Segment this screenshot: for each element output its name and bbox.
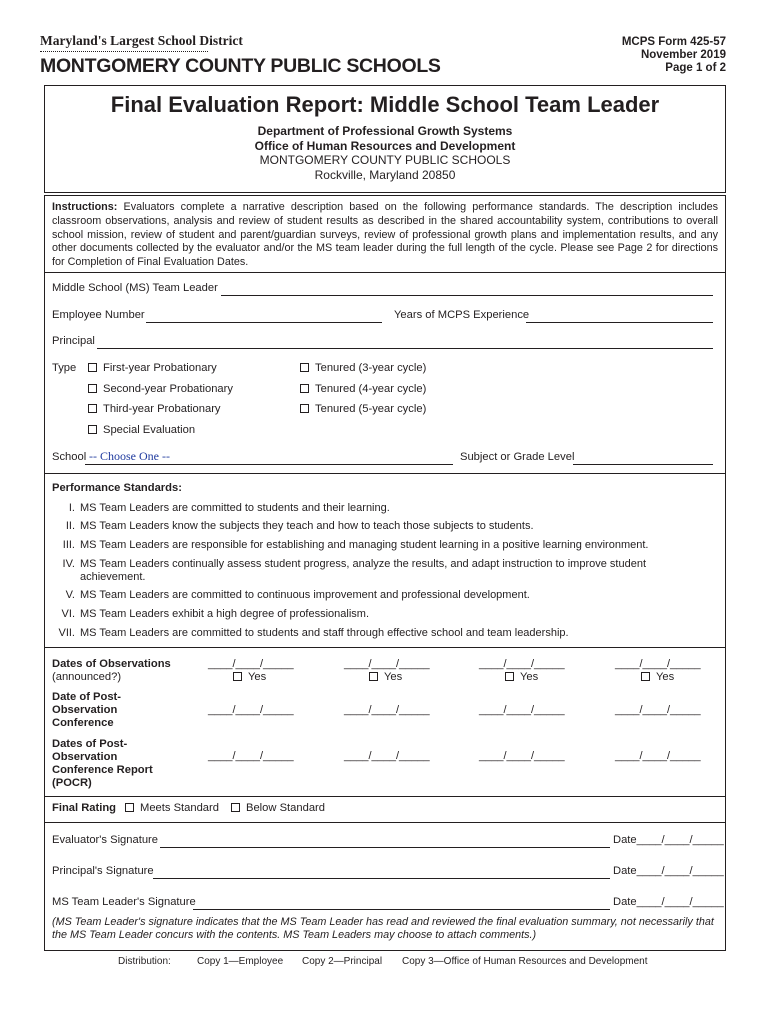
standard-item <box>45 571 145 583</box>
district-tagline: Maryland's Largest School District <box>40 33 243 48</box>
final-rating-label: Final Rating <box>52 802 117 814</box>
standard-text: achievement. <box>80 571 146 583</box>
instructions-text: Evaluators complete a narrative description based on the following performance standards. The description includes classroom observations, analysis and review of student results as described in the shared accountability system, contributions to overall school mission, review of student and parent/guardian surveys, review of professional growth plans and implementation results, and any other documents collected by the evaluator and/or the MS team leader during the full length of the cycle. Please see Page 2 for directions for Completion of Final Evaluation Dates. <box>52 201 718 269</box>
page-title: Final Evaluation Report: Middle School Team Leader <box>110 92 660 117</box>
title-box <box>44 85 726 193</box>
checkbox[interactable] <box>300 384 309 393</box>
yes-label: Yes <box>384 671 403 683</box>
distribution-copy-2: Copy 2—Principal <box>302 956 383 967</box>
standard-number: I. <box>68 502 75 514</box>
department-name: Department of Professional Growth Systems <box>257 124 513 138</box>
checkbox[interactable] <box>505 672 514 681</box>
yes-label: Yes <box>248 671 267 683</box>
standard-item <box>45 627 569 639</box>
district-name: MONTGOMERY COUNTY PUBLIC SCHOOLS <box>40 55 441 77</box>
tagline-divider <box>40 51 208 52</box>
checkbox[interactable] <box>641 672 650 681</box>
evaluator-signature-field[interactable] <box>160 847 610 848</box>
rating-option-label: Below Standard <box>246 802 325 814</box>
type-option-third-year[interactable] <box>88 403 221 415</box>
pocr-date-4[interactable]: ____/____/_____ <box>615 750 701 762</box>
school-select[interactable]: -- Choose One -- <box>89 449 170 463</box>
divider <box>45 822 725 823</box>
pocr-date-3[interactable]: ____/____/_____ <box>479 750 565 762</box>
type-option-label: Tenured (4-year cycle) <box>315 383 427 395</box>
subject-grade-field[interactable] <box>573 464 713 465</box>
standard-text: MS Team Leaders know the subjects they teach and how to teach those subjects to students. <box>80 520 534 532</box>
type-option-label: Tenured (3-year cycle) <box>315 362 427 374</box>
instructions <box>52 201 718 270</box>
years-experience-label: Years of MCPS Experience <box>394 309 530 321</box>
standard-item <box>45 539 648 551</box>
announced-yes-3[interactable] <box>505 671 538 683</box>
observation-dates-label: Dates of Observations <box>52 658 171 670</box>
form-date: November 2019 <box>640 49 726 61</box>
checkbox[interactable] <box>369 672 378 681</box>
post-observation-label-line3: Conference <box>52 717 114 729</box>
checkbox[interactable] <box>125 803 134 812</box>
school-label: School <box>52 451 87 463</box>
standard-item <box>45 608 369 620</box>
team-leader-signature-field[interactable] <box>193 909 610 910</box>
standard-number: III. <box>62 539 75 551</box>
checkbox[interactable] <box>233 672 242 681</box>
announced-yes-1[interactable] <box>233 671 266 683</box>
observation-date-1[interactable]: ____/____/_____ <box>208 658 294 670</box>
post-conference-date-1[interactable]: ____/____/_____ <box>208 704 294 716</box>
type-option-tenured-5[interactable] <box>300 403 426 415</box>
evaluation-form <box>44 195 726 951</box>
standard-item <box>45 558 646 570</box>
standard-item <box>45 520 534 532</box>
standards-heading: Performance Standards: <box>52 482 182 494</box>
checkbox[interactable] <box>88 425 97 434</box>
standard-text: MS Team Leaders are committed to students and staff through effective school and team leadership. <box>80 627 569 639</box>
principal-signature-label: Principal's Signature <box>52 865 154 877</box>
standard-item <box>45 502 390 514</box>
checkbox[interactable] <box>88 384 97 393</box>
post-observation-label-line2: Observation <box>52 704 118 716</box>
pocr-date-2[interactable]: ____/____/_____ <box>344 750 430 762</box>
divider <box>45 473 725 474</box>
standard-text: MS Team Leaders are committed to continuous improvement and professional development. <box>80 589 530 601</box>
instructions-label: Instructions: <box>52 201 118 213</box>
type-label: Type <box>52 362 77 374</box>
checkbox[interactable] <box>300 363 309 372</box>
standard-item <box>45 589 530 601</box>
office-name: Office of Human Resources and Development <box>254 138 516 153</box>
post-conference-date-4[interactable]: ____/____/_____ <box>615 704 701 716</box>
distribution-label: Distribution: <box>118 956 171 967</box>
divider <box>45 272 725 273</box>
standard-text: MS Team Leaders exhibit a high degree of professionalism. <box>80 608 370 620</box>
standard-number: V. <box>65 589 75 601</box>
signature-note: (MS Team Leader's signature indicates that the MS Team Leader has read and reviewed the final evaluation summary, not necessarily that the MS Team Leader concurs with the contents. MS Team Leaders may choose to attach comments.) <box>52 916 714 941</box>
type-option-label: Second-year Probationary <box>103 383 233 395</box>
standard-number: IV. <box>62 558 75 570</box>
rating-below-standard[interactable] <box>231 802 325 814</box>
employee-number-field[interactable] <box>146 322 382 323</box>
form-number: MCPS Form 425-57 <box>621 36 726 48</box>
yes-label: Yes <box>656 671 675 683</box>
standard-text: MS Team Leaders are committed to students and their learning. <box>80 502 390 514</box>
team-leader-field[interactable] <box>221 295 713 296</box>
announced-yes-2[interactable] <box>369 671 402 683</box>
standard-text: MS Team Leaders continually assess student progress, analyze the results, and adapt instruction to improve student <box>80 558 646 570</box>
principal-label: Principal <box>52 335 95 347</box>
observation-date-2[interactable]: ____/____/_____ <box>344 658 430 670</box>
team-leader-date-field[interactable]: Date____/____/_____ <box>613 896 724 908</box>
type-option-label: First-year Probationary <box>103 362 217 374</box>
type-option-first-year[interactable] <box>88 362 217 374</box>
distribution-copy-1: Copy 1—Employee <box>197 956 284 967</box>
principal-signature-field[interactable] <box>153 878 610 879</box>
standard-number: II. <box>65 520 75 532</box>
type-option-label: Tenured (5-year cycle) <box>315 403 427 415</box>
post-observation-label-line1: Date of Post- <box>52 691 121 703</box>
page-number: Page 1 of 2 <box>665 62 726 74</box>
observation-announced-label: (announced?) <box>52 671 122 683</box>
years-experience-field[interactable] <box>526 322 713 323</box>
standard-text: MS Team Leaders are responsible for establishing and managing student learning in a positive learning environment. <box>80 539 649 551</box>
checkbox[interactable] <box>231 803 240 812</box>
observation-date-3[interactable]: ____/____/_____ <box>479 658 565 670</box>
standard-number: VI. <box>61 608 75 620</box>
divider <box>45 796 725 797</box>
organization-name: MONTGOMERY COUNTY PUBLIC SCHOOLS <box>259 153 511 167</box>
evaluator-date-field[interactable]: Date____/____/_____ <box>613 834 724 846</box>
divider <box>45 647 725 648</box>
pocr-label-line3: Conference Report <box>52 764 153 776</box>
school-field[interactable] <box>85 464 453 465</box>
checkbox[interactable] <box>88 363 97 372</box>
employee-number-label: Employee Number <box>52 309 145 321</box>
type-option-label: Third-year Probationary <box>103 403 221 415</box>
observation-date-4[interactable]: ____/____/_____ <box>615 658 701 670</box>
type-option-tenured-4[interactable] <box>300 383 426 395</box>
form-identifier <box>622 36 726 75</box>
evaluator-signature-label: Evaluator's Signature <box>52 834 158 846</box>
standard-number: VII. <box>58 627 75 639</box>
team-leader-label: Middle School (MS) Team Leader <box>52 282 218 294</box>
announced-yes-4[interactable] <box>641 671 674 683</box>
post-conference-date-3[interactable]: ____/____/_____ <box>479 704 565 716</box>
principal-date-field[interactable]: Date____/____/_____ <box>613 865 724 877</box>
distribution-copy-3: Copy 3—Office of Human Resources and Development <box>402 956 648 967</box>
pocr-date-1[interactable]: ____/____/_____ <box>208 750 294 762</box>
type-option-second-year[interactable] <box>88 383 233 395</box>
pocr-label-line1: Dates of Post- <box>52 738 128 750</box>
team-leader-signature-label: MS Team Leader's Signature <box>52 896 196 908</box>
subject-grade-label: Subject or Grade Level <box>460 451 575 463</box>
pocr-label-line4: (POCR) <box>52 777 92 789</box>
rating-meets-standard[interactable] <box>125 802 219 814</box>
post-conference-date-2[interactable]: ____/____/_____ <box>344 704 430 716</box>
pocr-label-line2: Observation <box>52 751 118 763</box>
organization-city: Rockville, Maryland 20850 <box>314 167 456 182</box>
rating-option-label: Meets Standard <box>140 802 219 814</box>
type-option-special[interactable] <box>88 424 195 436</box>
type-option-tenured-3[interactable] <box>300 362 426 374</box>
checkbox[interactable] <box>300 404 309 413</box>
checkbox[interactable] <box>88 404 97 413</box>
type-option-label: Special Evaluation <box>103 424 196 436</box>
principal-field[interactable] <box>97 348 713 349</box>
yes-label: Yes <box>520 671 539 683</box>
